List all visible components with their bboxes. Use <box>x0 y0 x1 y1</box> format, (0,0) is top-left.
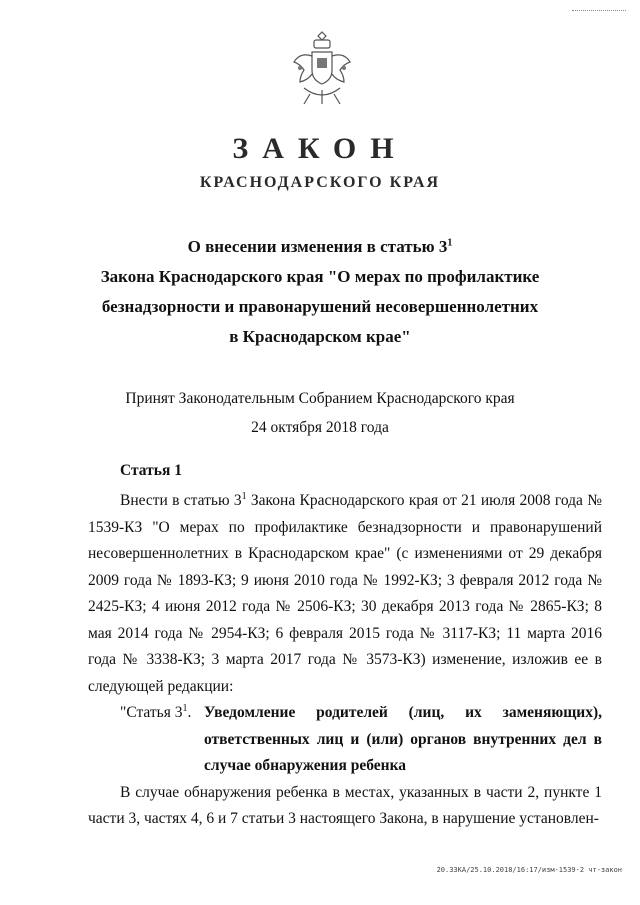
adoption-info <box>80 384 560 442</box>
heading-line-3: безнадзорности и правонарушений несовершеннолетних <box>101 297 539 316</box>
footer-document-code: 20.3ЗКА/25.10.2018/16:17/изм-1539-2 чт-закон <box>436 866 622 874</box>
amended-article-title: Уведомление родителей (лиц, их заменяющих), ответственных лиц и (или) органов внутренних дел в случае обнаружения ребенка <box>204 704 602 774</box>
article-1-paragraph-2: В случае обнаружения ребенка в местах, указанных в части 2, пункте 1 части 3, частях 4, 6 и 7 статьи 3 настоящего Закона, в нарушение установлен- <box>88 783 602 827</box>
article-1-paragraph-1: Внести в статью $3^1$ Закона Краснодарского края от 21 июля 2008 года № 1539-КЗ "О мерах по профилактике безнадзорности и правонарушений несовершеннолетних в Краснодарском крае" (с изменениями от 29 декабря 2009 года № 1893-КЗ; 9 июня 2010 года № 1992-КЗ; 3 февраля 2012 года № 2425-КЗ; 4 июня 2012 года № 2506-КЗ; 30 декабря 2013 года № 2865-КЗ; 8 мая 2014 года № 2954-КЗ; 6 февраля 2015 года № 3117-КЗ; 11 марта 2016 года № 3338-КЗ; 3 марта 2017 года № 3573-КЗ) изменение, изложив ее в следующей редакции: <box>88 490 602 695</box>
heading-line-2: Закона Краснодарского края "О мерах по профилактике <box>100 267 540 286</box>
law-heading <box>80 232 560 352</box>
corner-mark <box>572 10 626 17</box>
article-1-body <box>88 488 602 833</box>
adoption-date: 24 октября 2018 года <box>251 419 389 436</box>
coat-of-arms-emblem <box>290 28 354 108</box>
document-subtitle: КРАСНОДАРСКОГО КРАЯ <box>199 174 441 191</box>
amended-article-heading <box>88 700 602 780</box>
document-title: ЗАКОН <box>232 132 408 165</box>
adoption-body: Принят Законодательным Собранием Краснодарского края <box>125 390 515 407</box>
article-1-title: Статья 1 <box>120 462 182 479</box>
heading-line-4: в Краснодарском крае" <box>229 327 411 346</box>
heading-line-1: О внесении изменения в статью $3^1$ <box>187 237 453 256</box>
amended-article-label: "Статья $3^1$. <box>120 702 192 721</box>
